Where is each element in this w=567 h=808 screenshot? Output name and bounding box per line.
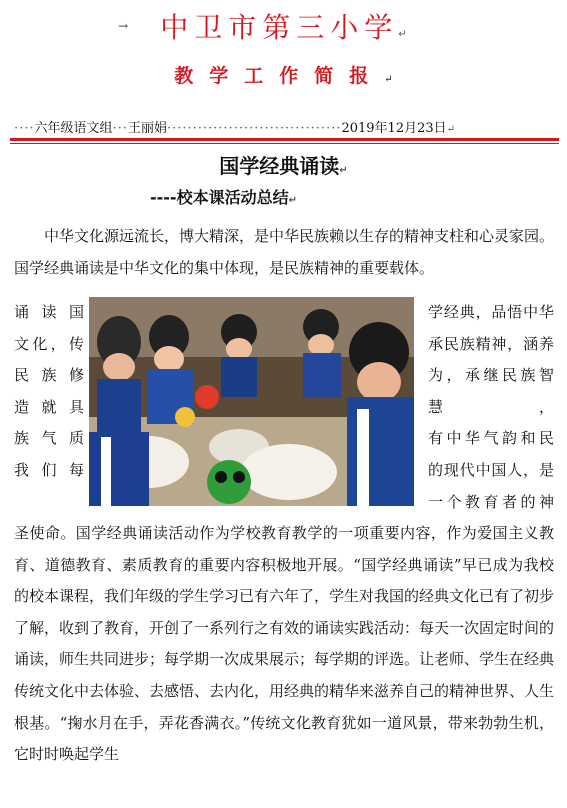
school-title xyxy=(0,6,567,46)
wrap-left-line: 族气质 xyxy=(14,429,84,448)
author-name: 王丽娟 xyxy=(127,121,167,136)
wrap-right-line: 学经典，品悟中华 xyxy=(428,303,554,321)
dot-leader: ···· xyxy=(14,121,35,136)
header-rule-thick xyxy=(10,138,559,141)
wrap-left-column xyxy=(14,297,84,487)
wrap-right-line: 一个教育者的神 xyxy=(428,492,554,511)
dot-leader: ·································· xyxy=(166,121,342,136)
wrap-left-line: 我们每 xyxy=(14,460,84,479)
pilcrow-mark: ↵ xyxy=(398,29,407,40)
wrap-right-column xyxy=(428,297,554,518)
classroom-photo-illustration xyxy=(89,297,414,506)
article-title xyxy=(0,150,567,179)
wrap-left-line: 文化，传 xyxy=(14,334,84,353)
group-name: 六年级语文组 xyxy=(34,121,113,136)
pilcrow-mark: ↵ xyxy=(288,195,297,206)
pilcrow-mark: ↵ xyxy=(446,124,456,135)
article-title-text: 国学经典诵读 xyxy=(219,154,340,178)
newsletter-name-text: 教学工作简报 xyxy=(174,65,385,87)
dot-leader: ··· xyxy=(112,121,128,136)
article-subtitle xyxy=(150,185,297,208)
info-line xyxy=(14,117,553,136)
classroom-photo xyxy=(89,297,414,506)
wrap-right-line: 为，承继民族智慧， xyxy=(428,366,554,416)
pilcrow-mark: ↵ xyxy=(339,165,348,176)
arrow-mark: → xyxy=(118,19,129,33)
wrap-right-line: 承民族精神，涵养 xyxy=(428,334,554,353)
wrap-left-line: 造就具 xyxy=(14,397,84,416)
pilcrow-mark: ↵ xyxy=(384,74,393,85)
wrap-left-line: 民族修 xyxy=(14,366,84,385)
wrap-right-line: 有中华气韵和民 xyxy=(428,429,554,448)
issue-date: 2019年12月23日 xyxy=(341,121,447,136)
article-subtitle-text: ----校本课活动总结 xyxy=(150,188,289,207)
paragraph-1: 中华文化源远流长，博大精深，是中华民族赖以生存的精神支柱和心灵家园。国学经典诵读是中华文化的集中体现，是民族精神的重要载体。 xyxy=(14,227,555,277)
school-name-text: 中卫市第三小学 xyxy=(160,11,399,44)
paragraph-2: 圣使命。国学经典诵读活动作为学校教育教学的一项重要内容，作为爱国主义教育、道德教育、素质教育的重要内容积极地开展。“国学经典诵读”早已成为我校的校本课程，我们年级的学生学习已有六年了，学生对我国的经典文化已有了初步了解，收到了教育，开创了一系列行之有效的诵读实践活动：每天一次固定时间的诵读，师生共同进步；每学期一次成果展示；每学期的评选。让老师、学生在经典传统文化中去体验、去感悟、去内化，用经典的精华来滋养自己的精神世界、人生根基。“掬水月在手，弄花香满衣。”传统文化教育犹如一道风景，带来勃勃生机，它时时唤起学生 xyxy=(14,524,554,764)
wrap-right-line: 的现代中国人，是 xyxy=(428,460,554,479)
wrap-left-line: 诵读国 xyxy=(14,303,84,321)
header-rule-thin xyxy=(10,143,559,144)
newsletter-title xyxy=(0,61,567,88)
